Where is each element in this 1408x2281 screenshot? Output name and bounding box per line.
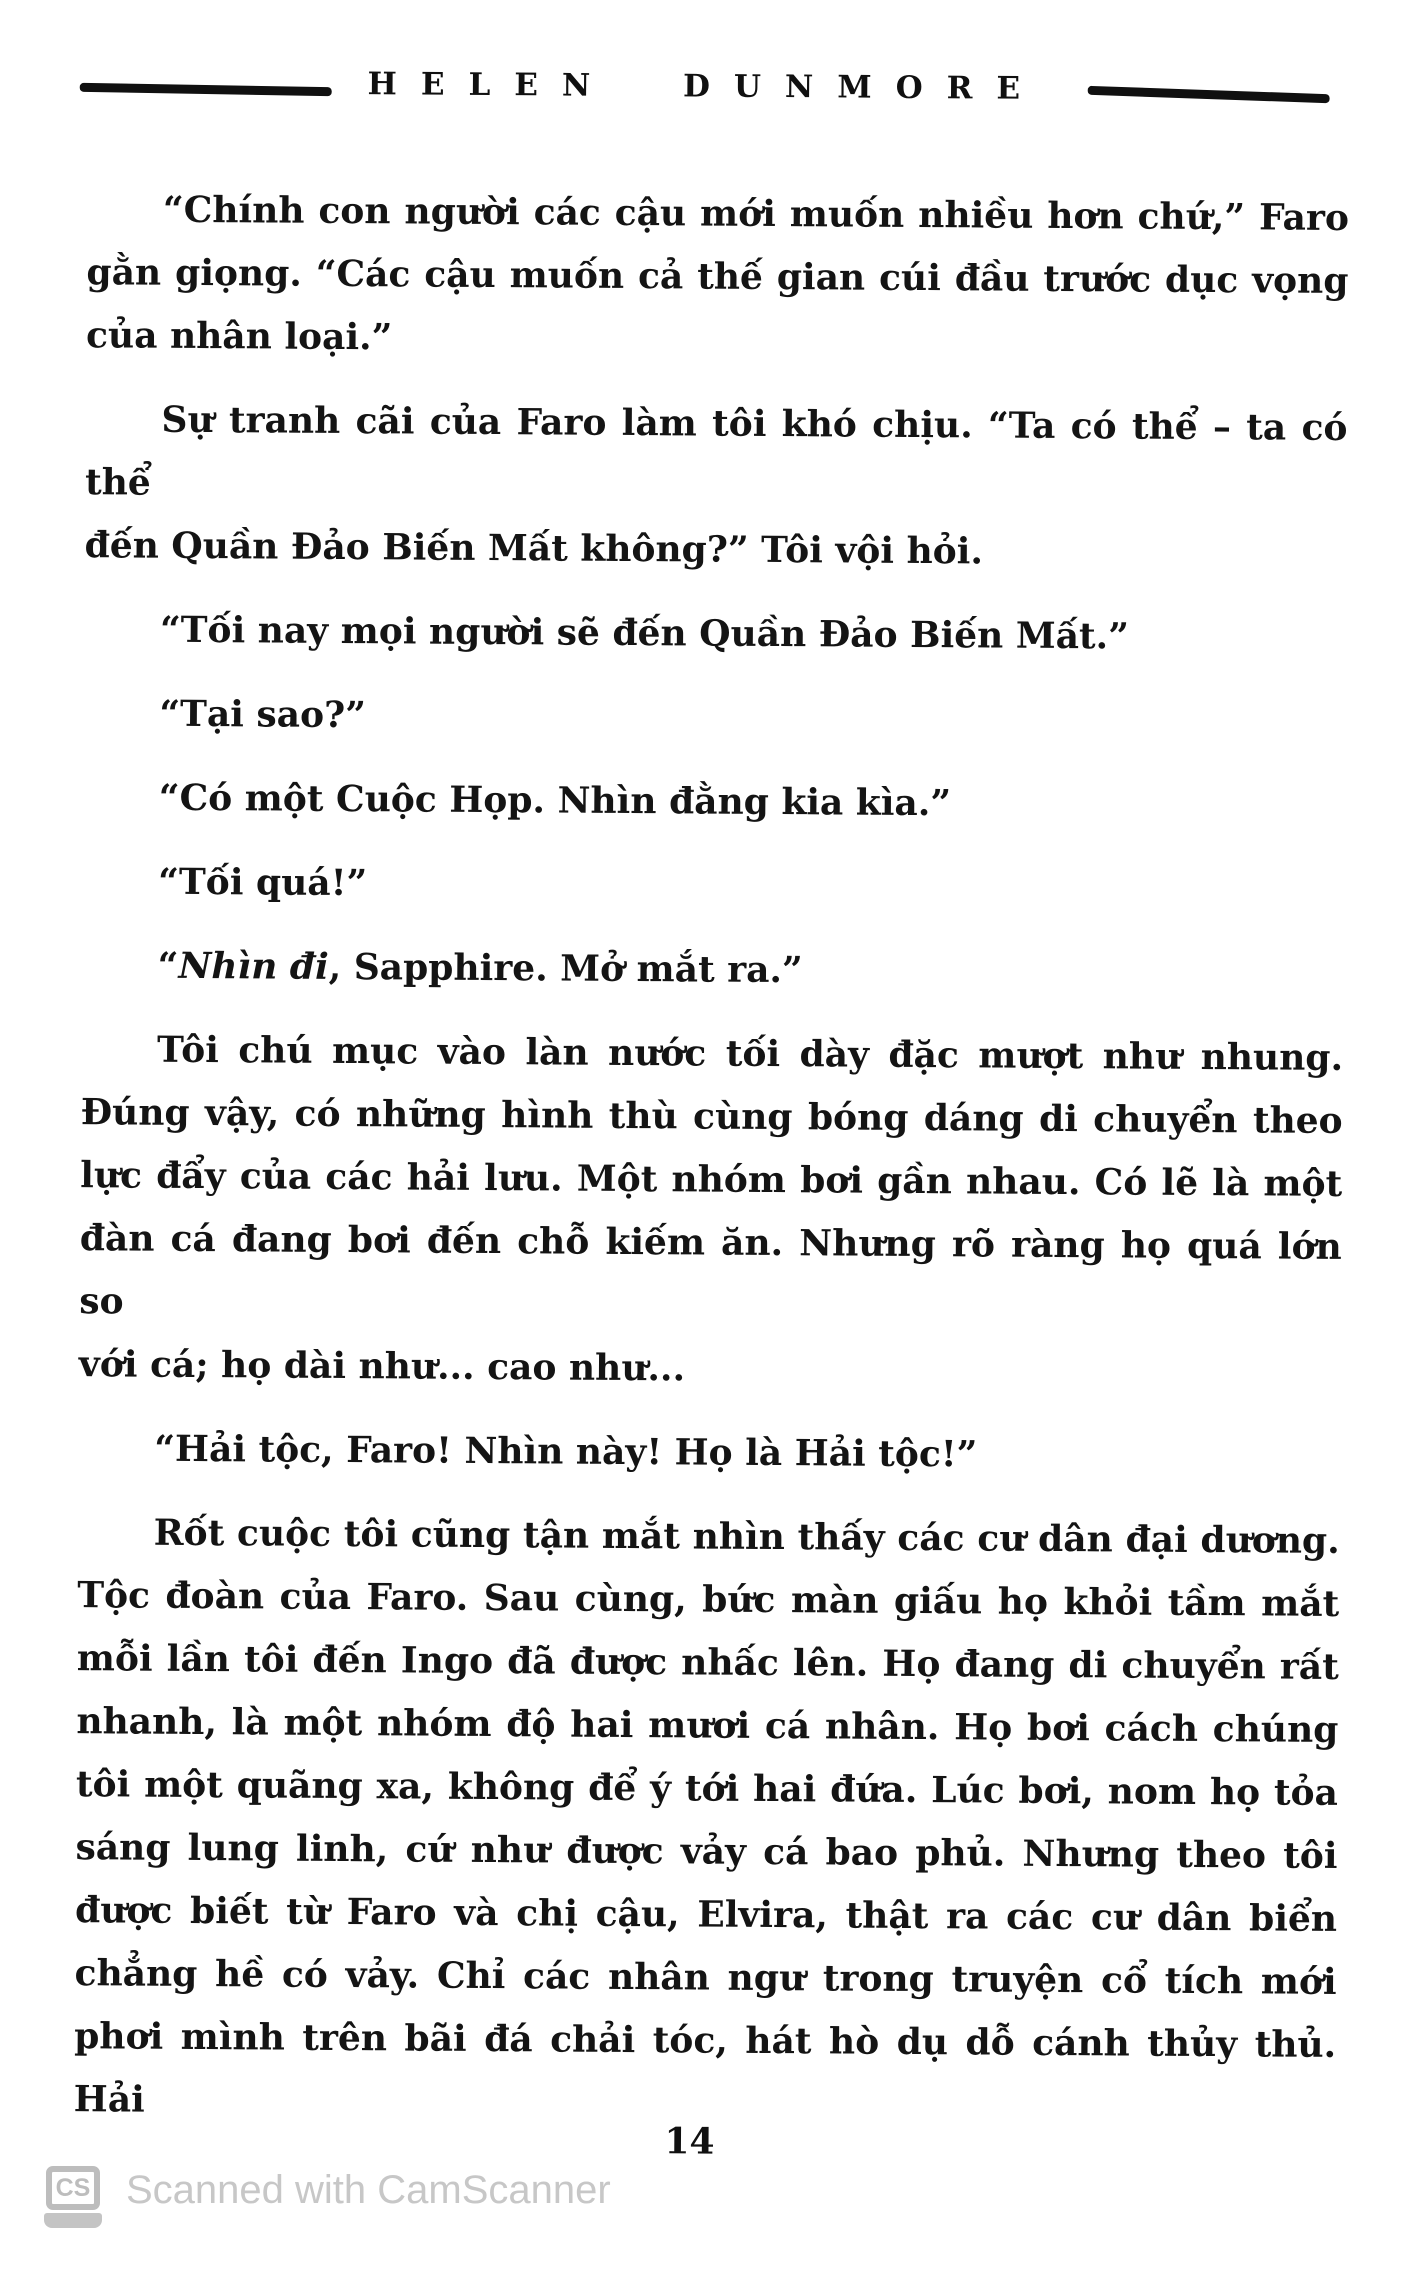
text-segment: được biết từ Faro và chị cậu, Elvira, thật ra các cư dân biển <box>74 1889 1338 1940</box>
text-line <box>77 1627 1339 1699</box>
text-segment: phơi mình trên bãi đá chải tóc, hát hò dụ dỗ cánh thủy thủ. Hải <box>73 2015 1337 2121</box>
text-segment: lực đẩy của các hải lưu. Một nhóm bơi gần nhau. Có lẽ là một <box>80 1154 1343 1205</box>
text-segment: nhanh, là một nhóm độ hai mươi cá nhân. Họ bơi cách chúng <box>76 1700 1339 1751</box>
paragraph <box>84 598 1346 670</box>
italic-text: Nhìn đi <box>178 944 329 988</box>
paragraph <box>84 388 1347 586</box>
cs-logo-base <box>44 2213 102 2228</box>
text-segment: “Tối nay mọi người sẽ đến Quần Đảo Biến Mất.” <box>159 608 1130 658</box>
text-segment: “Tối quá!” <box>158 860 368 905</box>
text-segment: “Hải tộc, Faro! Nhìn này! Họ là Hải tộc!” <box>154 1427 978 1476</box>
text-segment: “ <box>157 944 179 987</box>
text-line <box>76 1753 1338 1825</box>
text-line <box>78 1417 1340 1489</box>
page-number: 14 <box>664 2120 715 2163</box>
text-line <box>77 1501 1339 1573</box>
paragraph <box>78 1417 1340 1489</box>
text-segment: Tôi chú mục vào làn nước tối dày đặc mượt như nhung. <box>156 1028 1344 1079</box>
text-segment: mỗi lần tôi đến Ingo đã được nhấc lên. Họ đang di chuyển rất <box>76 1637 1339 1688</box>
text-line <box>80 1081 1342 1153</box>
watermark-label: Scanned with CamScanner <box>126 2168 611 2212</box>
text-segment: gằn giọng. “Các cậu muốn cả thế gian cúi đầu trước dục vọng <box>86 251 1349 303</box>
text-line <box>80 1144 1342 1216</box>
text-line <box>74 1942 1336 2014</box>
text-line <box>76 1690 1338 1762</box>
text-line <box>85 388 1348 523</box>
text-segment: “Có một Cuộc Họp. Nhìn đằng kia kìa.” <box>158 776 952 825</box>
text-segment: chẳng hề có vảy. Chỉ các nhân ngư trong truyện cổ tích mới <box>74 1952 1337 2003</box>
text-line <box>79 1333 1341 1405</box>
text-segment: , Sapphire. Mở mắt ra.” <box>328 945 803 992</box>
text-segment: Tộc đoàn của Faro. Sau cùng, bức màn giấu họ khỏi tầm mắt <box>77 1574 1340 1625</box>
paragraph <box>86 178 1349 376</box>
body-text <box>74 178 1350 2140</box>
paragraph <box>83 682 1345 754</box>
text-segment: đàn cá đang bơi đến chỗ kiếm ăn. Nhưng rõ ràng họ quá lớn so <box>79 1217 1342 1323</box>
text-line <box>87 178 1349 250</box>
text-segment: “Chính con người các cậu mới muốn nhiều hơn chứ,” Faro <box>162 188 1350 240</box>
paragraph <box>81 934 1343 1006</box>
text-segment: “Tại sao?” <box>159 692 367 737</box>
text-segment: Rốt cuộc tôi cũng tận mắt nhìn thấy các cư dân đại dương. <box>153 1511 1340 1562</box>
cs-logo-text: CS <box>46 2166 100 2210</box>
header-rule-right <box>1088 85 1330 102</box>
text-line <box>79 1207 1342 1342</box>
running-head <box>80 52 1330 121</box>
text-line <box>82 850 1344 922</box>
text-line <box>83 682 1345 754</box>
text-line <box>75 1816 1337 1888</box>
camscanner-watermark <box>46 2166 611 2228</box>
text-segment: Đúng vậy, có những hình thù cùng bóng dáng di chuyển theo <box>80 1091 1343 1142</box>
text-line <box>81 934 1343 1006</box>
paragraph <box>83 766 1345 838</box>
text-segment: của nhân loại.” <box>85 314 393 359</box>
header-rule-left <box>80 82 332 95</box>
paragraph <box>74 1501 1340 2140</box>
text-line <box>83 766 1345 838</box>
text-line <box>77 1564 1339 1636</box>
text-segment: Sự tranh cãi của Faro làm tôi khó chịu. “Ta có thể – ta có thể <box>84 398 1348 504</box>
text-segment: sáng lung linh, cứ như được vảy cá bao phủ. Nhưng theo tôi <box>75 1826 1338 1877</box>
paragraph <box>79 1018 1344 1405</box>
text-line <box>86 241 1348 313</box>
text-segment: đến Quần Đảo Biến Mất không?” Tôi vội hỏi. <box>84 524 984 573</box>
paragraph <box>82 850 1344 922</box>
camscanner-logo-icon <box>46 2166 104 2228</box>
text-segment: tôi một quãng xa, không để ý tới hai đứa. Lúc bơi, nom họ tỏa <box>75 1763 1339 1814</box>
text-line <box>84 514 1346 586</box>
text-line <box>81 1018 1343 1090</box>
text-line <box>75 1879 1337 1951</box>
text-line <box>84 598 1346 670</box>
text-segment: với cá; họ dài như... cao như... <box>78 1343 686 1390</box>
text-line <box>86 304 1348 376</box>
author-name: HELEN DUNMORE <box>367 66 1045 107</box>
